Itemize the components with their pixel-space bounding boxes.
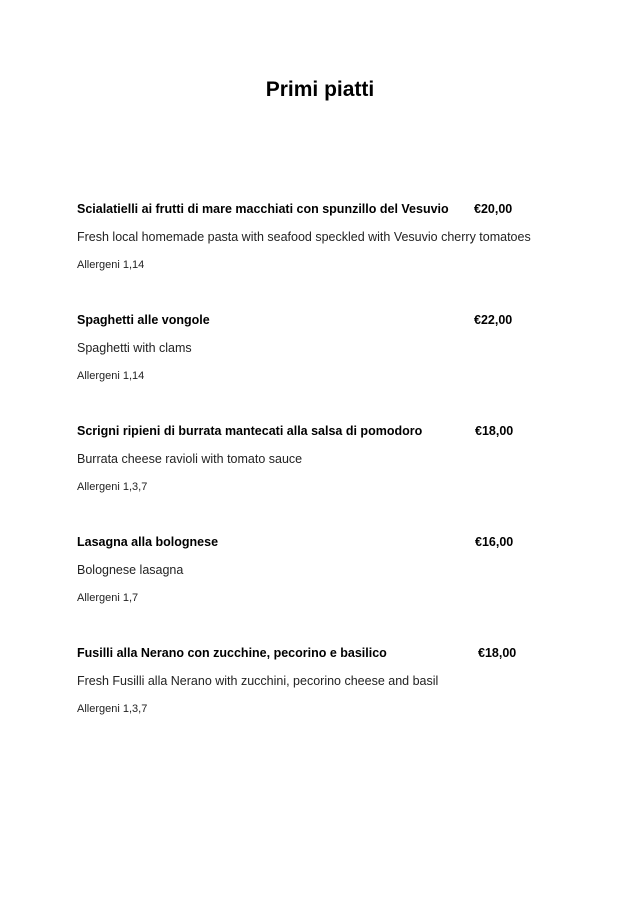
dish-price: €22,00	[474, 313, 513, 327]
dish-price: €16,00	[475, 535, 514, 549]
page-title: Primi piatti	[265, 78, 375, 101]
dish-price: €18,00	[475, 424, 514, 438]
dish-allergens: Allergeni 1,7	[77, 592, 139, 604]
menu-item	[77, 534, 537, 614]
dish-name: Lasagna alla bolognese	[77, 535, 219, 549]
dish-description: Burrata cheese ravioli with tomato sauce	[77, 452, 303, 466]
dish-allergens: Allergeni 1,14	[77, 259, 145, 271]
dish-description: Fresh Fusilli alla Nerano with zucchini, pecorino cheese and basil	[77, 674, 439, 688]
menu-item	[77, 423, 537, 503]
dish-allergens: Allergeni 1,3,7	[77, 481, 148, 493]
dish-name: Scialatielli ai frutti di mare macchiati con spunzillo del Vesuvio	[77, 202, 449, 216]
dish-price: €20,00	[474, 202, 513, 216]
dish-allergens: Allergeni 1,3,7	[77, 703, 148, 715]
dish-name: Fusilli alla Nerano con zucchine, pecorino e basilico	[77, 646, 387, 660]
menu-item	[77, 312, 537, 392]
dish-price: €18,00	[478, 646, 517, 660]
dish-allergens: Allergeni 1,14	[77, 370, 145, 382]
dish-name: Scrigni ripieni di burrata mantecati alla salsa di pomodoro	[77, 424, 423, 438]
menu-item	[77, 645, 537, 725]
dish-description: Spaghetti with clams	[77, 341, 192, 355]
dish-description: Fresh local homemade pasta with seafood speckled with Vesuvio cherry tomatoes	[77, 230, 531, 244]
menu-item	[77, 201, 537, 281]
dish-name: Spaghetti alle vongole	[77, 313, 210, 327]
dish-description: Bolognese lasagna	[77, 563, 184, 577]
